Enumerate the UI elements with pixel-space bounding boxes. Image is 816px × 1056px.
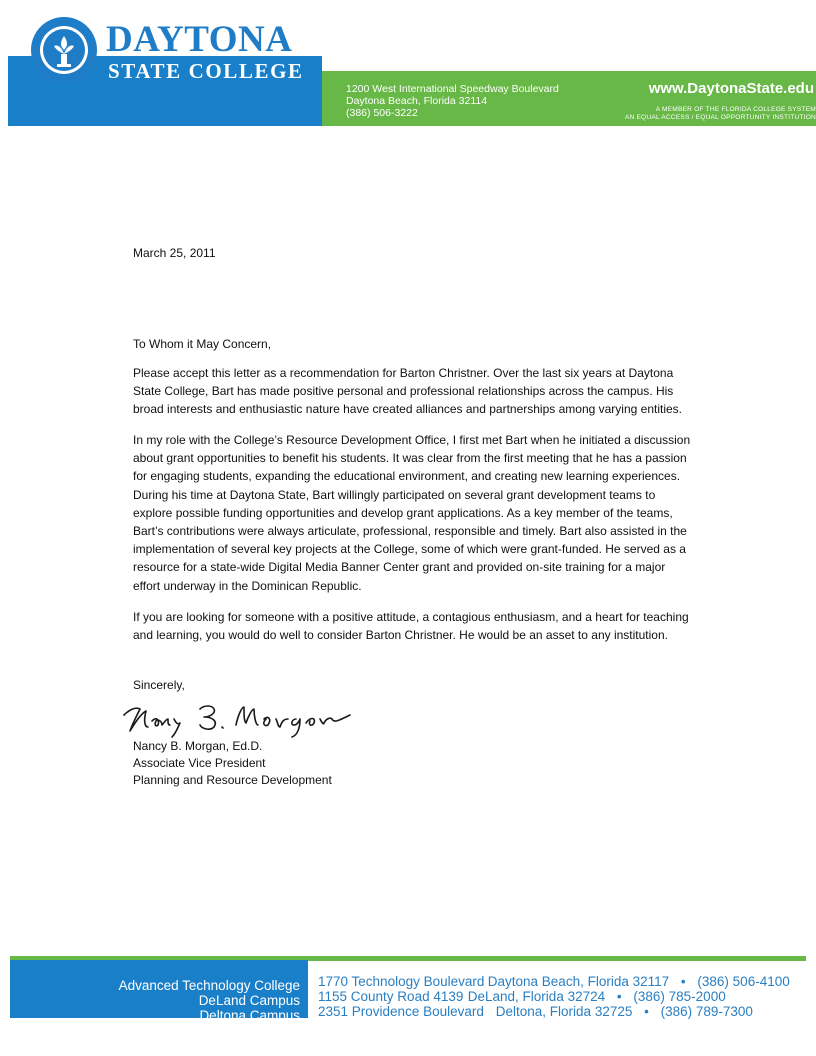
campus-phone: (386) 789-7300	[660, 1004, 753, 1019]
brand-name: DAYTONA	[106, 19, 293, 60]
letterhead	[8, 14, 816, 126]
letter-greeting: To Whom it May Concern,	[133, 337, 272, 351]
footer-blue-band	[10, 960, 308, 1023]
address-phone: (386) 506-3222	[346, 107, 418, 119]
college-address	[346, 83, 559, 119]
brand-subtitle: STATE COLLEGE	[108, 59, 304, 83]
campus-location-row	[318, 989, 790, 1004]
signer-name: Nancy B. Morgan, Ed.D.	[133, 739, 263, 753]
footer	[10, 956, 806, 1023]
campus-names	[119, 978, 300, 1023]
campus-phone: (386) 506-4100	[697, 974, 790, 989]
address-city: Daytona Beach, Florida 32114	[346, 95, 488, 107]
member-line-1: A MEMBER OF THE FLORIDA COLLEGE SYSTEM	[655, 106, 816, 113]
letter-paragraph: Please accept this letter as a recommendation for Barton Christner. Over the last six years at Daytona State College, Bart has made positive personal and professional relationships across the campus. His broad interests and enthusiastic nature have created alliances and partnerships among varying entities.	[133, 366, 682, 417]
signature-block	[133, 738, 332, 789]
signer-department: Planning and Resource Development	[133, 773, 332, 787]
website-link[interactable]: www.DaytonaState.edu	[648, 80, 814, 97]
campus-street: 2351 Providence Boulevard	[318, 1004, 484, 1019]
address-street: 1200 West International Speedway Boulevard	[346, 83, 559, 95]
campus-city: DeLand, Florida 32724	[467, 989, 606, 1004]
letter-closing: Sincerely,	[133, 678, 185, 692]
campus-name: Deltona Campus	[199, 1008, 300, 1023]
college-seal-icon	[30, 16, 98, 84]
bullet-separator: •	[680, 974, 686, 989]
campus-location-row	[318, 974, 790, 989]
handwritten-signature	[118, 697, 358, 739]
letter-paragraph: In my role with the College’s Resource Development Office, I first met Bart when he initiated a discussion about grant opportunities to benefit his students. It was clear from the first meeting that he has a passion for engaging students, expanding the educational environment, and creating new learning experiences. During his time at Daytona State, Bart willingly participated on several grant development teams to explore possible funding opportunities and develop grant applications. As a key member of the teams, Bart’s contributions were always articulate, professional, responsible and timely. Bart also assisted in the implementation of several key projects at the College, some of which were grant-funded. He served as a resource for a state-wide Digital Media Banner Center grant and provided on-site training for a major effort underway in the Dominican Republic.	[133, 433, 691, 593]
campus-street: 1770 Technology Boulevard	[318, 974, 485, 989]
campus-city: Deltona, Florida 32725	[495, 1004, 633, 1019]
member-line-2: AN EQUAL ACCESS / EQUAL OPPORTUNITY INSTITUTION	[624, 114, 816, 121]
campus-name: DeLand Campus	[198, 993, 300, 1008]
letter-paragraph: If you are looking for someone with a positive attitude, a contagious enthusiasm, and a heart for teaching and learning, you would do well to consider Barton Christner. He would be an asset to any institution.	[133, 610, 689, 643]
signer-title: Associate Vice President	[133, 756, 266, 770]
campus-phone: (386) 785-2000	[633, 989, 726, 1004]
campus-city: Daytona Beach, Florida 32117	[487, 974, 670, 989]
campus-street: 1155 County Road 4139	[318, 989, 464, 1004]
campus-location-row	[318, 1004, 790, 1019]
letter-date: March 25, 2011	[133, 246, 216, 260]
campus-locations	[318, 974, 790, 1019]
campus-name: Advanced Technology College	[118, 978, 300, 993]
bullet-separator: •	[644, 1004, 649, 1019]
membership-note	[625, 106, 816, 122]
bullet-separator: •	[616, 989, 622, 1004]
